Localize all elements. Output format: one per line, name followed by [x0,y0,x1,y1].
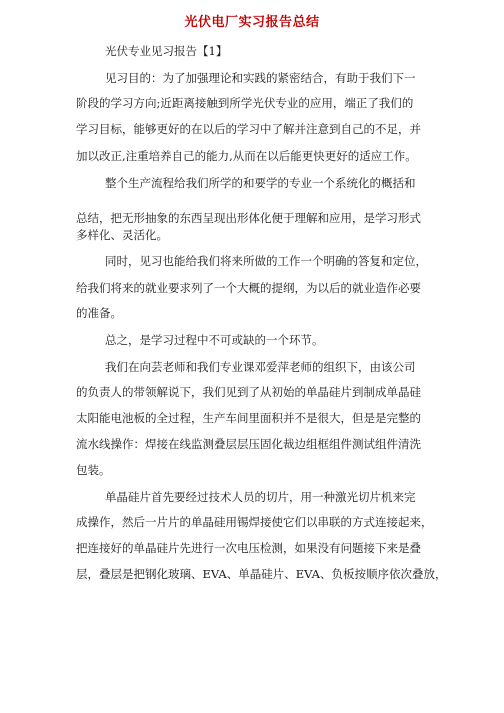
section-heading: 光伏专业见习报告【1】 [105,44,228,58]
paragraph-line: 给我们将来的就业要求列了一个大概的提纲，为以后的就业造作必要 [76,281,421,295]
paragraph-line: 我们在向芸老师和我们专业课邓爱萍老师的组织下，由该公司 [105,360,416,374]
paragraph-line: 同时，见习也能给我们将来所做的工作一个明确的答复和定位， [105,254,427,268]
paragraph-line: 把连接好的单晶硅片先进行一次电压检测，如果没有问题接下来是叠 [76,541,421,555]
paragraph-line: 包装。 [76,463,111,477]
paragraph-line: 单晶硅片首先要经过技术人员的切片，用一种激光切片机来完 [105,490,416,504]
paragraph-line: 的负责人的带领解说下，我们见到了从初始的单晶硅片到制成单晶硅 [76,385,421,399]
paragraph-line: 学习目标，能够更好的在以后的学习中了解并注意到自己的不足，并 [76,122,421,136]
paragraph-line: 成操作，然后一片片的单晶硅用锡焊接使它们以串联的方式连接起来， [76,515,433,529]
paragraph-line: 太阳能电池板的全过程，生产车间里面积并不是很大，但是是完整的 [76,411,421,425]
paragraph-line: 的准备。 [76,306,122,320]
paragraph-line: 阶段的学习方向;近距离接触到所学光伏专业的应用，端正了我们的 [76,96,414,110]
paragraph-line: 多样化、灵活化。 [76,228,168,242]
document-title: 光伏电厂实习报告总结 [184,15,320,30]
paragraph-line: 见习目的：为了加强理论和实践的紧密结合，有助于我们下一 [105,71,416,85]
paragraph-line: 总之，是学习过程中不可或缺的一个环节。 [105,333,324,347]
paragraph-line: 层，叠层是把钢化玻璃、EVA、单晶硅片、EVA、负板按顺序依次叠放， [76,567,447,581]
paragraph-line: 总结，把无形抽象的东西呈现出形体化便于理解和应用，是学习形式 [76,211,421,225]
paragraph-line: 加以改正,注重培养自己的能力,从而在以后能更快更好的适应工作。 [76,149,417,163]
paragraph-line: 整个生产流程给我们所学的和要学的专业一个系统化的概括和 [105,176,416,190]
paragraph-line: 流水线操作：焊接在线监测叠层层压固化裁边组框组件测试组件清洗 [76,437,421,451]
